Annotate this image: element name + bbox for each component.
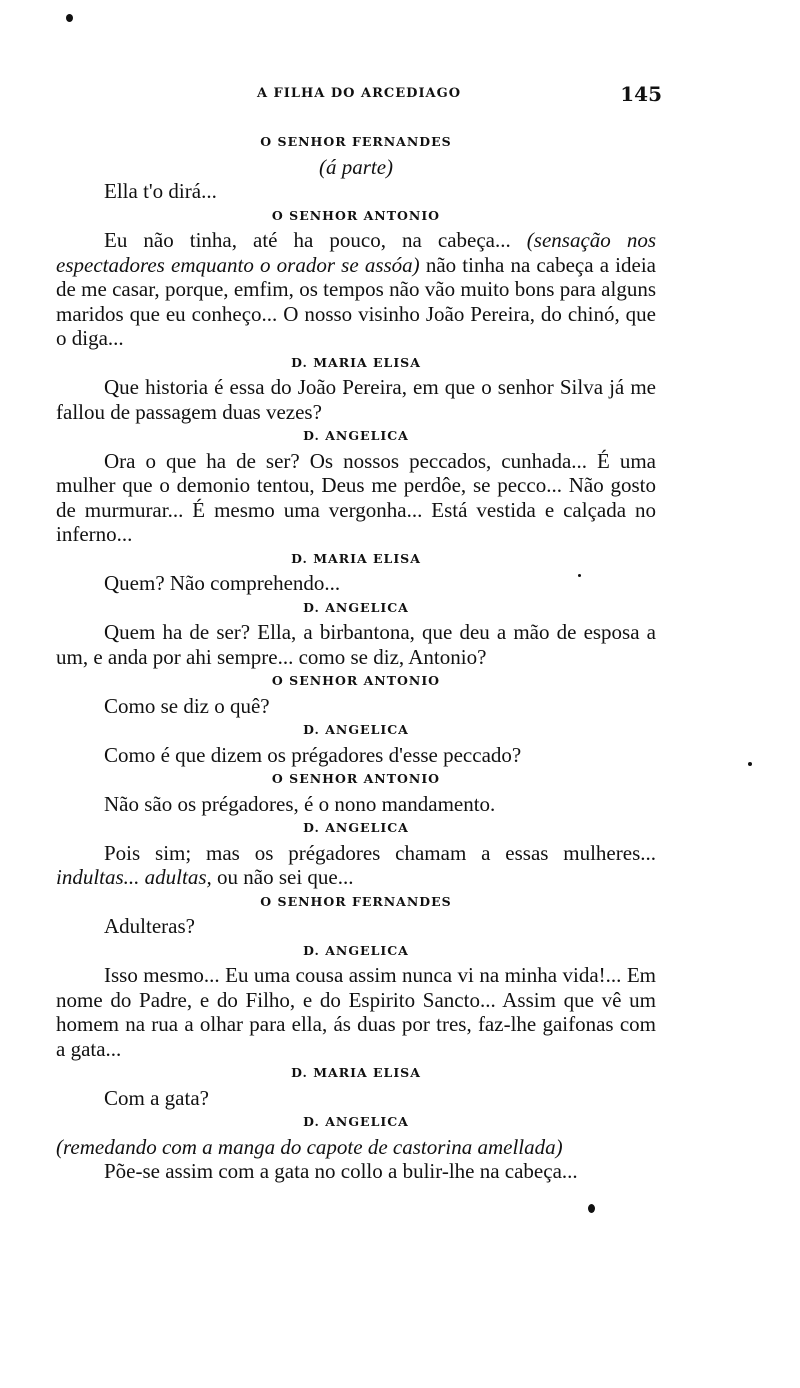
dialogue-line xyxy=(56,841,656,890)
ink-speck xyxy=(588,1204,595,1213)
dialogue-line: Como é que dizem os prégadores d'esse peccado? xyxy=(104,742,522,767)
speaker-name: O SENHOR FERNANDES xyxy=(260,134,452,149)
speaker-name: D. MARIA ELISA xyxy=(291,1065,421,1080)
dialogue-line: Não são os prégadores, é o nono mandamento. xyxy=(104,791,496,816)
dialogue-text: ou não sei que... xyxy=(211,865,354,889)
dialogue-line: Põe-se assim com a gata no collo a bulir-lhe na cabeça... xyxy=(104,1159,578,1183)
speaker-name: O SENHOR ANTONIO xyxy=(271,771,441,786)
dialogue-line: Quem? Não comprehendo... xyxy=(104,571,341,595)
speaker-name: D. ANGELICA xyxy=(303,942,409,958)
speaker-name: O SENHOR ANTONIO xyxy=(271,207,441,223)
dialogue-line: Ora o que ha de ser? Os nossos peccados, cunhada... É uma mulher que o demonio tentou, Deus me perdôe, se pecco... Não gosto de murmurar... É mesmo uma vergonha... Está vestida e calçada no inferno... xyxy=(56,448,656,546)
dialogue-line: Adulteras? xyxy=(104,914,195,938)
speaker-name: D. ANGELICA xyxy=(303,599,409,615)
play-text xyxy=(56,130,656,1184)
dialogue-text: Pois sim; mas os prégadores chamam a essas mulheres... xyxy=(104,840,656,865)
dialogue-line: Quem ha de ser? Ella, a birbantona, que deu a mão de esposa a um, e anda por ahi sempre... como se diz, Antonio? xyxy=(56,620,656,669)
dialogue-line: Com a gata? xyxy=(104,1085,209,1110)
speaker-name: D. ANGELICA xyxy=(303,722,409,737)
dialogue-line: Como se diz o quê? xyxy=(104,693,270,718)
dialogue-line: Isso mesmo... Eu uma cousa assim nunca vi na minha vida!... Em nome do Padre, e do Filho, e do Espirito Sancto... Assim que vê um homem na rua a olhar para ella, ás duas por tres, faz-lhe gaifonas com a gata... xyxy=(56,963,656,1061)
page-number: 145 xyxy=(620,82,662,106)
ink-speck xyxy=(748,762,752,766)
stage-direction: (á parte) xyxy=(318,154,394,179)
dialogue-text: não tinha na cabeça a ideia de me casar, porque, emfim, os tempos não vão muito bons para alguns maridos que eu conheço... O nosso visinho João Pereira, do chinó, que o diga... xyxy=(56,252,656,350)
ink-speck xyxy=(66,14,73,22)
dialogue-text: Eu não tinha, até ha pouco, na cabeça... xyxy=(104,228,527,252)
running-title: A FILHA DO ARCEDIAGO xyxy=(256,86,462,101)
dialogue-line: Ella t'o dirá... xyxy=(104,179,217,203)
speaker-name: D. ANGELICA xyxy=(303,1114,409,1129)
stage-direction: (remedando com a manga do capote de castorina amellada) xyxy=(56,1134,563,1159)
dialogue-italic: indultas... adultas, xyxy=(56,865,212,889)
speaker-name: D. MARIA ELISA xyxy=(291,354,421,370)
stage-direction: (sensação nos espectadores emquanto o orador se assóa) xyxy=(56,228,656,277)
speaker-name: D. ANGELICA xyxy=(303,820,409,835)
dialogue-line: Que historia é essa do João Pereira, em que o senhor Silva já me fallou de passagem duas vezes? xyxy=(56,375,656,424)
speaker-name: D. MARIA ELISA xyxy=(291,550,421,566)
page-header xyxy=(56,82,662,110)
speaker-name: O SENHOR ANTONIO xyxy=(271,673,441,688)
speaker-name: D. ANGELICA xyxy=(303,428,409,443)
speaker-name: O SENHOR FERNANDES xyxy=(260,893,452,909)
dialogue-line xyxy=(56,228,656,351)
